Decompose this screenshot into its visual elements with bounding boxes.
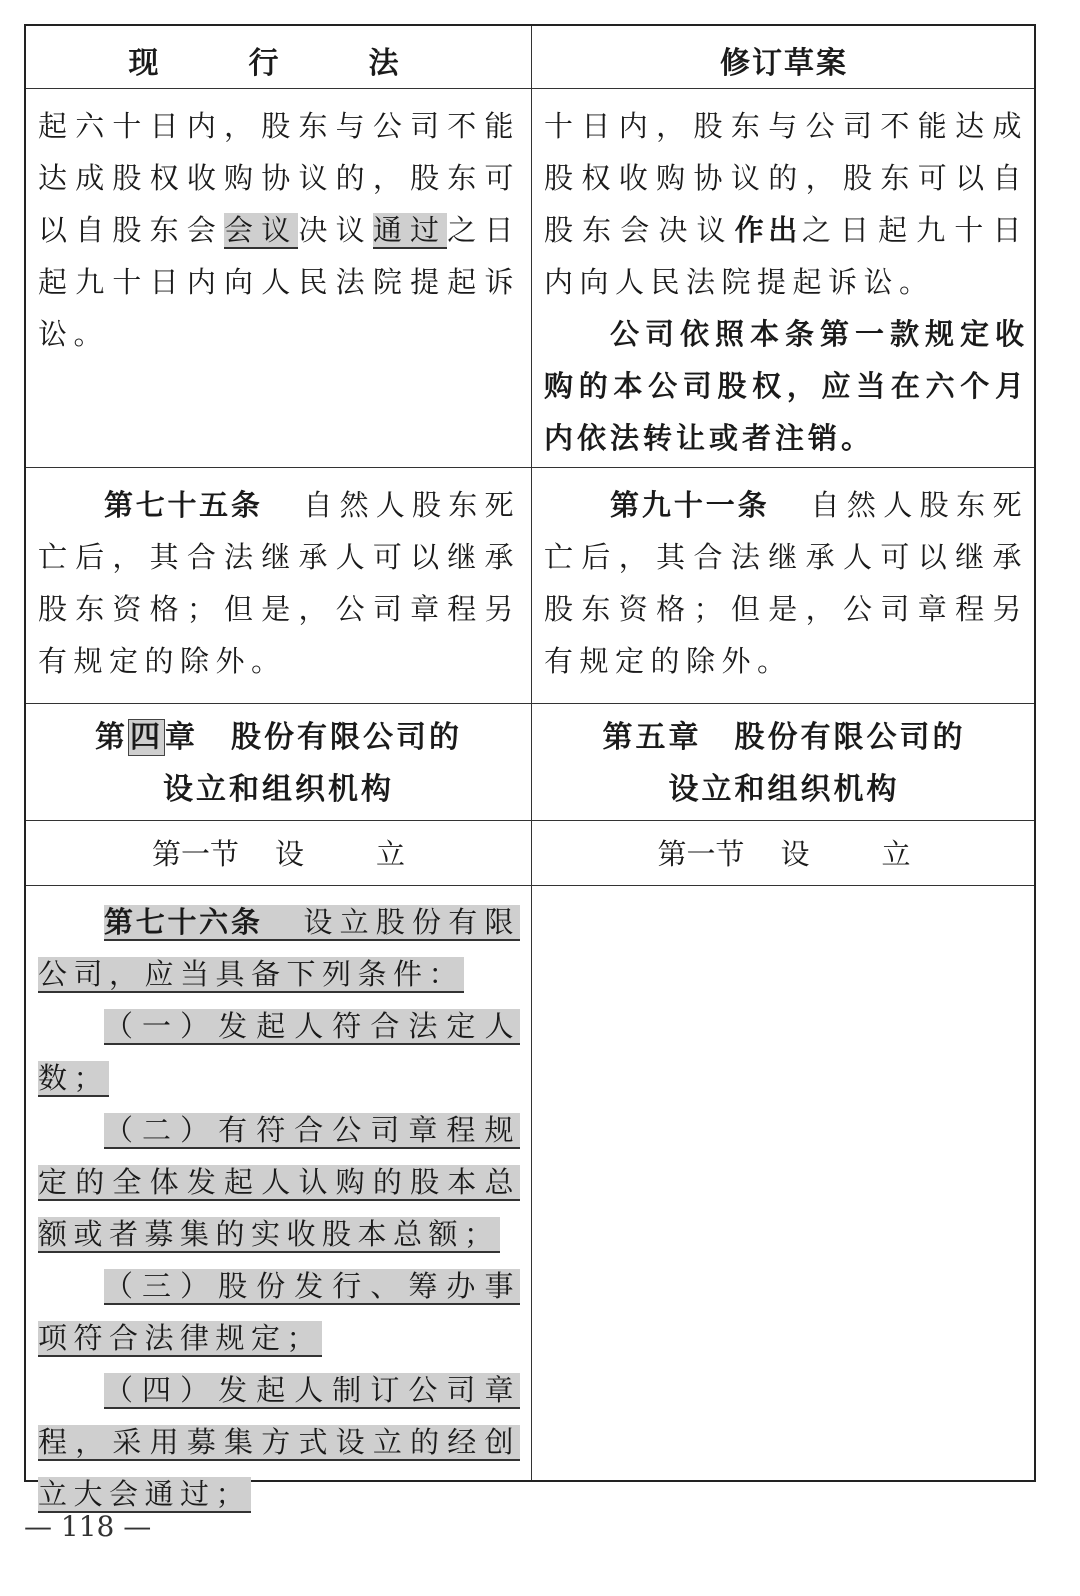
article-number: 第七十六条	[104, 905, 263, 939]
text-segment: 之日起九十日内向人民法院提起诉讼。	[38, 213, 520, 351]
article-text: 设立股份有限公司，应当具备下列条件：	[38, 905, 520, 991]
text-segment: 立	[376, 837, 406, 871]
row2-left-text	[38, 479, 520, 687]
highlight-deleted-text: 会议	[224, 213, 299, 247]
chapter-subtitle: 设立和组织机构	[668, 772, 900, 807]
text-segment: 设	[274, 837, 304, 871]
text-segment: 章 股份有限公司的	[165, 720, 462, 755]
text-segment: 设	[780, 837, 810, 871]
row-divider	[26, 820, 1034, 821]
text-segment: 第	[95, 720, 128, 755]
list-item: （四）发起人制订公司章程，采用募集方式设立的经创立大会通过；	[38, 1373, 520, 1511]
row1-right-text	[544, 100, 1028, 464]
row1-left-text	[38, 100, 520, 360]
text-segment: 第一节	[657, 837, 745, 871]
new-paragraph: 公司依照本条第一款规定收购的本公司股权，应当在六个月内依法转让或者注销。	[544, 317, 1028, 455]
row-divider	[26, 703, 1034, 704]
chapter-heading-right	[532, 712, 1036, 816]
header-revised-draft: 修订草案	[720, 46, 848, 81]
row-divider	[26, 885, 1034, 886]
header-current-law: 现 行 法	[128, 46, 429, 81]
chapter-title: 第五章 股份有限公司的	[602, 720, 966, 755]
row-divider	[26, 88, 1034, 89]
section-heading-left	[26, 832, 531, 873]
row5-left-text	[38, 896, 520, 1520]
text-segment: 起六十日内，股东与公司不能达成股权收购协议的，股东可以自股东会	[38, 109, 520, 247]
text-segment: 立	[881, 837, 911, 871]
highlight-deleted-text: 通过	[372, 213, 448, 247]
chapter-heading-left	[26, 712, 531, 816]
article-number: 第九十一条	[610, 488, 770, 522]
row2-right-text	[544, 479, 1028, 687]
page-number: — 118 —	[24, 1510, 152, 1543]
section-heading-right	[532, 832, 1036, 873]
highlight-deleted-text: 四	[130, 720, 163, 755]
text-segment: 之日起九十日内向人民法院提起诉讼。	[544, 213, 1028, 299]
comparison-table	[24, 24, 1036, 1511]
text-segment: 第一节	[151, 837, 239, 871]
row-divider	[26, 467, 1034, 468]
chapter-subtitle: 设立和组织机构	[163, 772, 394, 807]
text-segment: 十日内，股东与公司不能达成股权收购协议的，股东可以自股东会决议	[544, 109, 1028, 247]
list-item: （三）股份发行、筹办事项符合法律规定；	[38, 1269, 520, 1355]
list-item: （二）有符合公司章程规定的全体发起人认购的股本总额或者募集的实收股本总额；	[38, 1113, 520, 1251]
article-text: 自然人股东死亡后，其合法继承人可以继承股东资格；但是，公司章程另有规定的除外。	[38, 488, 520, 678]
article-number: 第七十五条	[104, 488, 263, 522]
text-segment: 决议	[298, 213, 373, 247]
list-item: （一）发起人符合法定人数；	[38, 1009, 520, 1095]
article-text: 自然人股东死亡后，其合法继承人可以继承股东资格；但是，公司章程另有规定的除外。	[544, 488, 1028, 678]
bold-added-text: 作出	[734, 213, 802, 247]
